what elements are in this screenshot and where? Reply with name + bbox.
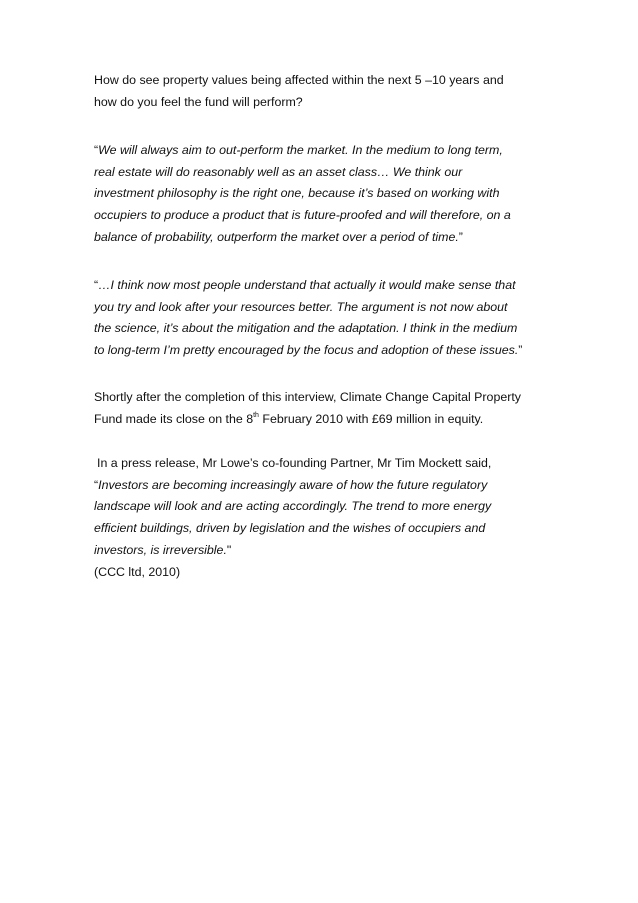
open-quote-mark: “ (94, 143, 99, 157)
quote-line (94, 162, 564, 184)
quote-text: landscape will look and are acting accordingly. The trend to more energy (94, 499, 492, 514)
question-line: How do see property values being affected within the next 5 –10 years and (94, 73, 504, 87)
fund-close-paragraph (94, 387, 564, 430)
quote-text: you try and look after your resources better. The argument is not now about (94, 299, 508, 314)
question-line: how do you feel the fund will perform? (94, 94, 303, 109)
close-quote-mark: ” (518, 343, 523, 358)
quote-line (94, 275, 564, 297)
open-quote-mark: “ (94, 477, 99, 492)
quote-text: the science, it’s about the mitigation and the adaptation. I think in the medium (94, 321, 518, 336)
paragraph-line (94, 409, 564, 431)
quote-text: investment philosophy is the right one, because it’s based on working with (94, 186, 500, 201)
quote-line (94, 518, 564, 540)
quote-line (94, 318, 564, 340)
paragraph-text: Fund made its close on the 8 (94, 411, 254, 426)
quote-text: real estate will do reasonably well as an asset class… We think our (94, 164, 463, 179)
quote-line (94, 227, 564, 249)
quote-text: to long-term I’m pretty encouraged by the focus and adoption of these issues. (94, 343, 519, 358)
quote-text: efficient buildings, driven by legislation and the wishes of occupiers and (94, 521, 486, 536)
answer-quote-2 (94, 275, 564, 362)
open-quote-mark: “ (94, 278, 99, 292)
quote-line (94, 340, 564, 362)
quote-line (94, 496, 564, 518)
quote-text: Investors are becoming increasingly aware of how the future regulatory (98, 477, 488, 492)
quote-line (94, 297, 564, 319)
close-quote-mark: " (226, 542, 232, 557)
citation: (CCC ltd, 2010) (94, 564, 181, 579)
quote-text: We will always aim to out-perform the market. In the medium to long term, (98, 143, 503, 157)
quote-line (94, 205, 564, 227)
quote-text: occupiers to produce a product that is future-proofed and will therefore, on a (94, 208, 511, 223)
press-intro: In a press release, Mr Lowe’s co-founding Partner, Mr Tim Mockett said, (97, 456, 492, 470)
answer-quote-1 (94, 140, 564, 249)
ordinal-suffix: th (253, 411, 259, 419)
quote-line (94, 140, 564, 162)
interview-question (94, 70, 564, 113)
paragraph-line: Shortly after the completion of this interview, Climate Change Capital Property (94, 390, 521, 404)
quote-line (94, 183, 564, 205)
press-release-paragraph (94, 453, 564, 583)
quote-text: …I think now most people understand that actually it would make sense that (98, 278, 516, 292)
paragraph-text: February 2010 with £69 million in equity. (258, 411, 484, 426)
quote-line (94, 475, 564, 497)
quote-text: investors, is irreversible. (94, 542, 227, 557)
quote-text: balance of probability, outperform the market over a period of time. (94, 229, 459, 244)
close-quote-mark: ” (458, 229, 463, 244)
quote-line (94, 540, 564, 562)
